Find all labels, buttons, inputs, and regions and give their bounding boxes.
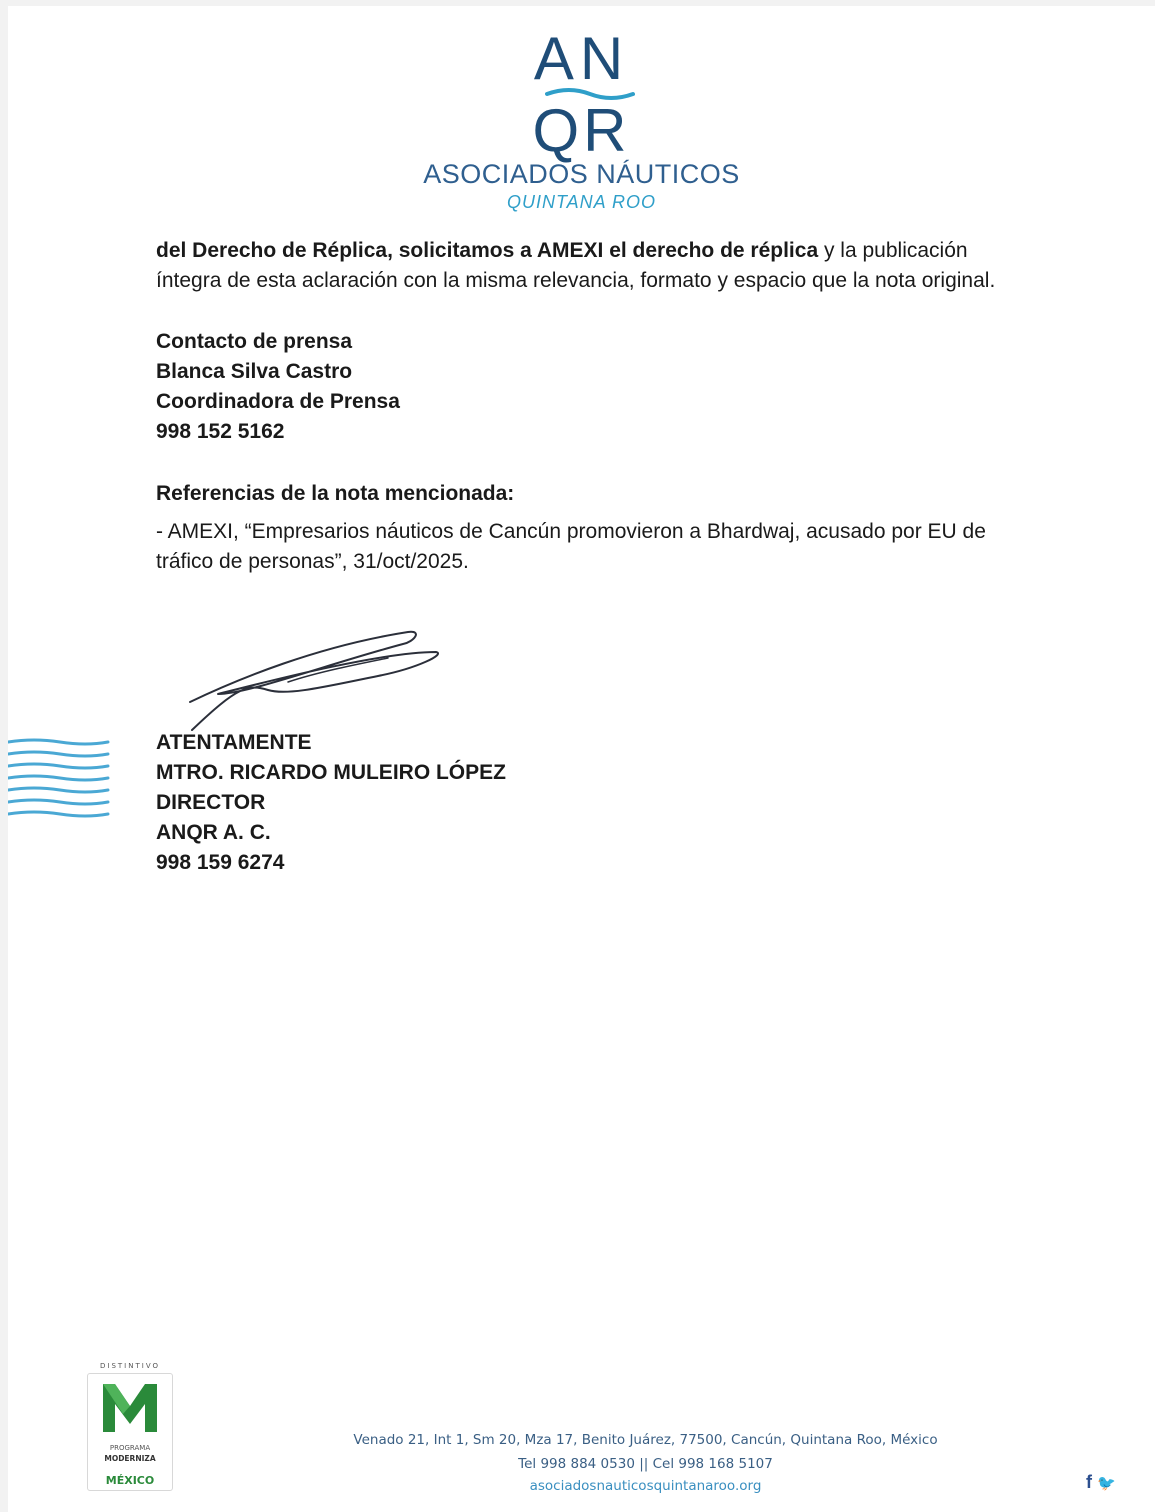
signature-drawing — [178, 624, 448, 736]
twitter-icon[interactable]: 🐦 — [1097, 1475, 1116, 1492]
badge-program: PROGRAMA — [109, 1444, 151, 1452]
footer-address: Venado 21, Int 1, Sm 20, Mza 17, Benito Juárez, 77500, Cancún, Quintana Roo, México — [353, 1432, 938, 1448]
document-page — [8, 6, 1155, 1512]
facebook-icon[interactable]: f — [1086, 1472, 1092, 1492]
closing: ATENTAMENTE — [156, 731, 312, 754]
logo-text-qr: QR — [532, 97, 631, 164]
paragraph-line-1 — [156, 236, 1072, 266]
logo-text-an: AN — [533, 25, 630, 92]
opening-paragraph — [156, 236, 1072, 296]
signer-phone: 998 159 6274 — [156, 851, 285, 874]
press-contact-name: Blanca Silva Castro — [156, 360, 353, 383]
press-contact-role: Coordinadora de Prensa — [156, 390, 400, 413]
logo-subtitle: QUINTANA ROO — [506, 192, 656, 212]
reference-item — [156, 517, 1072, 577]
paragraph-line-2: íntegra de esta aclaración con la misma relevancia, formato y espacio que la nota original. — [156, 269, 996, 292]
badge-top-label: DISTINTIVO — [100, 1362, 160, 1370]
reference-line-2: tráfico de personas”, 31/oct/2025. — [156, 550, 469, 573]
badge-moderniza: MODERNIZA — [104, 1454, 156, 1463]
signature-block — [156, 728, 1072, 878]
paragraph-bold: del Derecho de Réplica, solicitamos a AMEXI el derecho de réplica — [156, 239, 819, 262]
signer-title: DIRECTOR — [156, 791, 266, 814]
signer-name: MTRO. RICARDO MULEIRO LÓPEZ — [156, 761, 506, 784]
press-contact-phone: 998 152 5162 — [156, 420, 285, 443]
social-links — [1086, 1472, 1116, 1493]
reference-line-1: - AMEXI, “Empresarios náuticos de Cancún promovieron a Bhardwaj, acusado por EU de — [156, 520, 986, 543]
press-contact-heading: Contacto de prensa — [156, 330, 353, 353]
footer-website[interactable]: asociadosnauticosquintanaroo.org — [529, 1478, 762, 1494]
references-heading: Referencias de la nota mencionada: — [156, 482, 515, 505]
press-contact-block — [156, 327, 1072, 447]
footer-phones: Tel 998 884 0530 || Cel 998 168 5107 — [518, 1456, 773, 1472]
badge-m-icon — [101, 1382, 159, 1434]
decorative-waves-icon — [8, 736, 112, 826]
signer-org: ANQR A. C. — [156, 821, 271, 844]
badge-country: MÉXICO — [105, 1474, 155, 1487]
paragraph-rest: y la publicación — [818, 239, 968, 262]
logo-org-name: ASOCIADOS NÁUTICOS — [423, 159, 740, 189]
